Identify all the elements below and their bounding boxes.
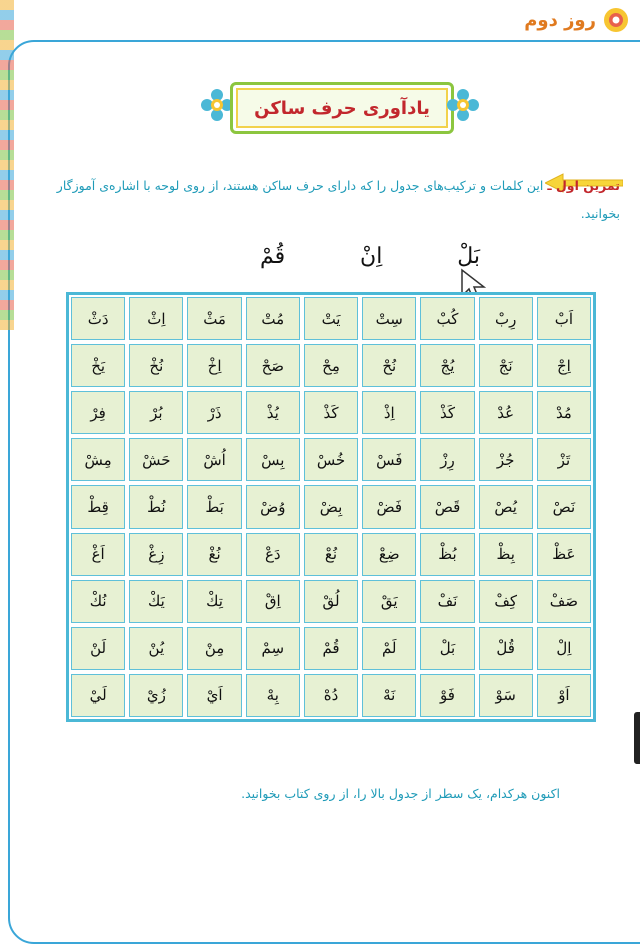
table-cell: صَحْ: [246, 344, 300, 387]
table-cell: نُغْ: [187, 533, 241, 576]
table-cell: ضِعْ: [362, 533, 416, 576]
table-cell: يَتْ: [304, 297, 358, 340]
table-cell: نُعْ: [304, 533, 358, 576]
syllable-table: [66, 292, 596, 722]
table-cell: زُيْ: [129, 674, 183, 717]
table-cell: مَثْ: [187, 297, 241, 340]
table-cell: يُجْ: [420, 344, 474, 387]
table-cell: اَبْ: [537, 297, 591, 340]
table-cell: لَيْ: [71, 674, 125, 717]
sun-flower-icon: [602, 6, 630, 34]
table-cell: نَهْ: [362, 674, 416, 717]
table-cell: نُحْ: [362, 344, 416, 387]
example-word: بَلْ: [457, 244, 480, 269]
table-cell: سِمْ: [246, 627, 300, 670]
table-cell: يُنْ: [129, 627, 183, 670]
syllable-grid: [69, 295, 593, 719]
exercise-text: این کلمات و ترکیب‌های جدول را که دارای حرف ساکن هستند، از روی لوحه با اشاره‌ی آموزگار بخوانید.: [56, 178, 620, 221]
table-cell: نُخْ: [129, 344, 183, 387]
section-title: یادآوری حرف ساکن: [254, 97, 430, 119]
table-cell: لَمْ: [362, 627, 416, 670]
table-cell: عُدْ: [479, 391, 533, 434]
table-cell: يَكْ: [129, 580, 183, 623]
table-cell: اِخْ: [187, 344, 241, 387]
table-cell: بِظْ: [479, 533, 533, 576]
table-cell: زِغْ: [129, 533, 183, 576]
table-cell: سَوْ: [479, 674, 533, 717]
table-cell: مِشْ: [71, 438, 125, 481]
example-word: قُمْ: [260, 244, 286, 269]
table-cell: لَنْ: [71, 627, 125, 670]
table-cell: قَصْ: [420, 485, 474, 528]
table-cell: كَذْ: [420, 391, 474, 434]
table-cell: نُطْ: [129, 485, 183, 528]
table-cell: بُرْ: [129, 391, 183, 434]
table-cell: تَزْ: [537, 438, 591, 481]
day-header: [524, 6, 630, 34]
table-cell: بَلْ: [420, 627, 474, 670]
table-cell: مُتْ: [246, 297, 300, 340]
table-cell: دُهْ: [304, 674, 358, 717]
table-cell: اِلْ: [537, 627, 591, 670]
example-words: [260, 244, 480, 269]
table-cell: مُدْ: [537, 391, 591, 434]
table-cell: اِثْ: [129, 297, 183, 340]
table-cell: فَوْ: [420, 674, 474, 717]
decorative-border-strip: [0, 0, 14, 330]
table-cell: خُسْ: [304, 438, 358, 481]
table-cell: بِضْ: [304, 485, 358, 528]
table-cell: اَيْ: [187, 674, 241, 717]
table-cell: بَطْ: [187, 485, 241, 528]
day-label: روز دوم: [524, 9, 596, 31]
table-cell: جُزْ: [479, 438, 533, 481]
table-cell: نَجْ: [479, 344, 533, 387]
table-cell: اِقْ: [246, 580, 300, 623]
table-cell: قِطْ: [71, 485, 125, 528]
table-cell: قُمْ: [304, 627, 358, 670]
table-cell: يُصْ: [479, 485, 533, 528]
table-cell: اِذْ: [362, 391, 416, 434]
table-cell: رِزْ: [420, 438, 474, 481]
table-cell: اِجْ: [537, 344, 591, 387]
table-cell: دَعْ: [246, 533, 300, 576]
table-cell: مِنْ: [187, 627, 241, 670]
table-cell: يَقْ: [362, 580, 416, 623]
table-cell: كُبْ: [420, 297, 474, 340]
table-cell: بِسْ: [246, 438, 300, 481]
table-cell: اُشْ: [187, 438, 241, 481]
table-cell: نَصْ: [537, 485, 591, 528]
exercise-instruction: [40, 172, 620, 228]
table-cell: وُضْ: [246, 485, 300, 528]
table-cell: يُذْ: [246, 391, 300, 434]
table-cell: بُظْ: [420, 533, 474, 576]
flower-icon: [446, 88, 480, 122]
table-cell: دَثْ: [71, 297, 125, 340]
table-cell: فَضْ: [362, 485, 416, 528]
section-title-banner: [200, 80, 480, 134]
title-box: [230, 82, 454, 134]
side-handle[interactable]: [634, 712, 640, 764]
exercise-label: تمرین اول ـ: [547, 178, 620, 193]
table-cell: اَوْ: [537, 674, 591, 717]
table-cell: عَظْ: [537, 533, 591, 576]
table-cell: سِتْ: [362, 297, 416, 340]
table-cell: بِهْ: [246, 674, 300, 717]
example-word: اِنْ: [360, 244, 383, 269]
table-cell: فِرْ: [71, 391, 125, 434]
table-cell: نُكْ: [71, 580, 125, 623]
table-cell: يَخْ: [71, 344, 125, 387]
table-cell: لُقْ: [304, 580, 358, 623]
table-cell: نَفْ: [420, 580, 474, 623]
table-cell: تِكْ: [187, 580, 241, 623]
table-cell: قُلْ: [479, 627, 533, 670]
footer-instruction: اکنون هرکدام، یک سطر از جدول بالا را، از روی کتاب بخوانید.: [241, 786, 560, 801]
table-cell: حَشْ: [129, 438, 183, 481]
table-cell: اَغْ: [71, 533, 125, 576]
table-cell: فَسْ: [362, 438, 416, 481]
table-cell: ذَرْ: [187, 391, 241, 434]
table-cell: صَفْ: [537, 580, 591, 623]
flower-icon: [200, 88, 234, 122]
table-cell: كِفْ: [479, 580, 533, 623]
table-cell: مِحْ: [304, 344, 358, 387]
table-cell: رِبْ: [479, 297, 533, 340]
table-cell: كَذْ: [304, 391, 358, 434]
